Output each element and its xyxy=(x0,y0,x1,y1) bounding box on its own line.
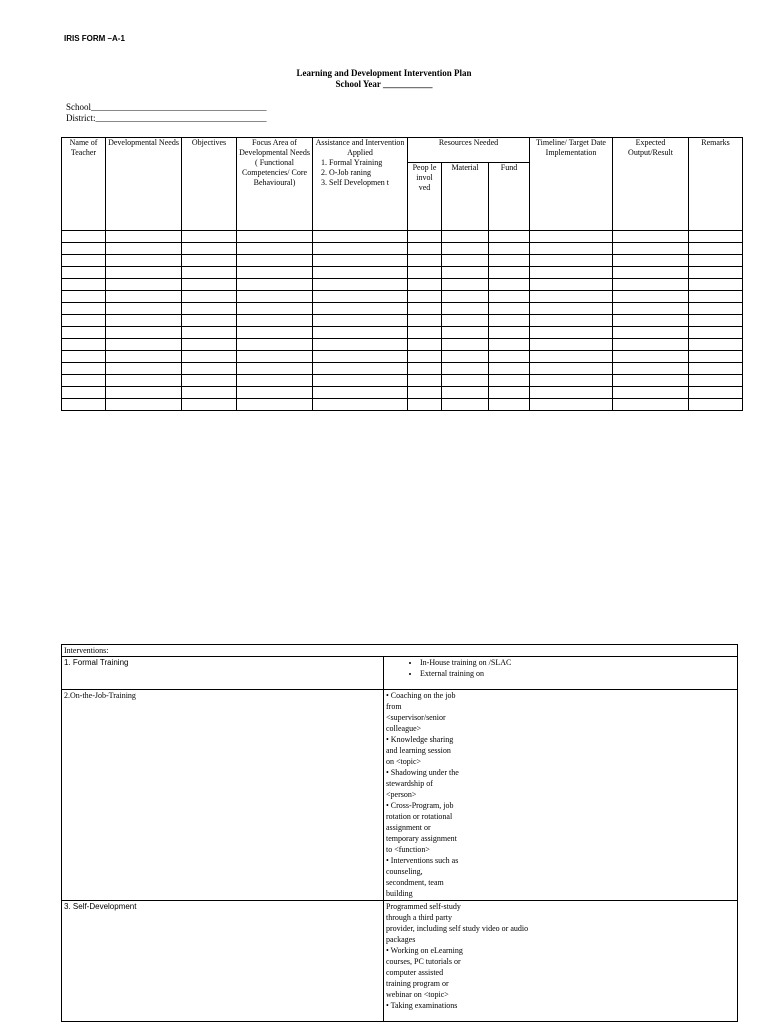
table-row xyxy=(62,363,743,375)
table-cell[interactable] xyxy=(313,255,408,267)
formal-training-item: • External training on xyxy=(420,668,735,679)
formal-training-list xyxy=(386,657,735,679)
table-cell[interactable] xyxy=(689,387,743,399)
table-row xyxy=(62,351,743,363)
header-assistance xyxy=(313,138,408,231)
table-cell[interactable] xyxy=(106,303,182,315)
school-field[interactable]: School_______________________________________ xyxy=(66,102,267,112)
table-cell[interactable] xyxy=(237,279,313,291)
table-cell[interactable] xyxy=(182,351,237,363)
table-cell[interactable] xyxy=(530,231,613,243)
table-cell[interactable] xyxy=(106,387,182,399)
table-cell[interactable] xyxy=(613,399,689,411)
table-cell[interactable] xyxy=(106,291,182,303)
table-cell[interactable] xyxy=(489,231,530,243)
table-cell[interactable] xyxy=(62,387,106,399)
table-cell[interactable] xyxy=(489,279,530,291)
assistance-item: 2. O-Job raning xyxy=(329,168,405,178)
table-row xyxy=(62,255,743,267)
table-cell[interactable] xyxy=(62,279,106,291)
table-cell[interactable] xyxy=(489,255,530,267)
table-cell[interactable] xyxy=(530,315,613,327)
table-cell[interactable] xyxy=(237,339,313,351)
header-remarks: Remarks xyxy=(689,138,743,231)
table-cell[interactable] xyxy=(442,375,489,387)
header-material: Material xyxy=(442,163,489,231)
table-cell[interactable] xyxy=(689,291,743,303)
table-cell[interactable] xyxy=(237,327,313,339)
table-cell[interactable] xyxy=(106,243,182,255)
ojt-details: • Coaching on the job from <supervisor/senior colleague> • Knowledge sharing and learning session on <topic> • Shadowing under the stewardship of <person> • Cross-Program, job rotation or rotational assignment or temporary assignment to <function> • Interventions such as counseling, secondment, team building xyxy=(384,690,738,901)
table-cell[interactable] xyxy=(408,291,442,303)
table-cell[interactable] xyxy=(182,375,237,387)
table-cell[interactable] xyxy=(313,279,408,291)
table-cell[interactable] xyxy=(237,243,313,255)
table-cell[interactable] xyxy=(530,375,613,387)
table-cell[interactable] xyxy=(237,315,313,327)
table-cell[interactable] xyxy=(489,339,530,351)
table-cell[interactable] xyxy=(408,327,442,339)
table-cell[interactable] xyxy=(408,363,442,375)
header-objectives: Objectives xyxy=(182,138,237,231)
table-cell[interactable] xyxy=(530,387,613,399)
header-focus-area xyxy=(237,138,313,231)
table-cell[interactable] xyxy=(442,363,489,375)
table-cell[interactable] xyxy=(237,375,313,387)
table-cell[interactable] xyxy=(613,231,689,243)
table-cell[interactable] xyxy=(182,255,237,267)
table-cell[interactable] xyxy=(182,315,237,327)
table-cell[interactable] xyxy=(689,375,743,387)
table-cell[interactable] xyxy=(408,387,442,399)
table-cell[interactable] xyxy=(489,243,530,255)
table-cell[interactable] xyxy=(182,363,237,375)
table-cell[interactable] xyxy=(530,303,613,315)
table-cell[interactable] xyxy=(689,351,743,363)
table-cell[interactable] xyxy=(530,399,613,411)
table-cell[interactable] xyxy=(106,231,182,243)
table-cell[interactable] xyxy=(237,351,313,363)
table-cell[interactable] xyxy=(613,279,689,291)
formal-training-cell xyxy=(384,657,738,690)
table-cell[interactable] xyxy=(489,399,530,411)
table-cell[interactable] xyxy=(442,315,489,327)
table-cell[interactable] xyxy=(106,279,182,291)
table-cell[interactable] xyxy=(408,315,442,327)
table-cell[interactable] xyxy=(237,255,313,267)
header-expected-output: Expected Output/Result xyxy=(613,138,689,231)
table-cell[interactable] xyxy=(689,279,743,291)
table-cell[interactable] xyxy=(408,267,442,279)
table-cell[interactable] xyxy=(530,363,613,375)
table-cell[interactable] xyxy=(530,267,613,279)
assistance-item: 1. Formal Yraining xyxy=(329,158,405,168)
table-cell[interactable] xyxy=(530,327,613,339)
table-cell[interactable] xyxy=(237,387,313,399)
table-cell[interactable] xyxy=(613,339,689,351)
table-cell[interactable] xyxy=(530,339,613,351)
table-cell[interactable] xyxy=(313,315,408,327)
table-cell[interactable] xyxy=(62,363,106,375)
table-row xyxy=(62,327,743,339)
table-cell[interactable] xyxy=(313,363,408,375)
table-cell[interactable] xyxy=(442,327,489,339)
table-cell[interactable] xyxy=(313,291,408,303)
table-cell[interactable] xyxy=(62,255,106,267)
table-cell[interactable] xyxy=(613,291,689,303)
table-row xyxy=(62,291,743,303)
table-cell[interactable] xyxy=(106,375,182,387)
interventions-table xyxy=(61,644,738,1022)
table-cell[interactable] xyxy=(530,243,613,255)
table-cell[interactable] xyxy=(613,267,689,279)
table-cell[interactable] xyxy=(182,279,237,291)
table-row xyxy=(62,243,743,255)
table-row xyxy=(62,399,743,411)
table-cell[interactable] xyxy=(408,243,442,255)
table-cell[interactable] xyxy=(613,351,689,363)
table-cell[interactable] xyxy=(62,351,106,363)
table-cell[interactable] xyxy=(237,399,313,411)
plan-table-body xyxy=(62,231,743,411)
table-cell[interactable] xyxy=(530,279,613,291)
table-cell[interactable] xyxy=(237,231,313,243)
table-cell[interactable] xyxy=(489,387,530,399)
table-cell[interactable] xyxy=(530,291,613,303)
table-cell[interactable] xyxy=(489,351,530,363)
table-cell[interactable] xyxy=(106,327,182,339)
table-cell[interactable] xyxy=(442,291,489,303)
table-row xyxy=(62,231,743,243)
header-resources-needed: Resources Needed xyxy=(408,138,530,163)
table-cell[interactable] xyxy=(62,267,106,279)
table-cell[interactable] xyxy=(62,327,106,339)
table-cell[interactable] xyxy=(313,327,408,339)
table-cell[interactable] xyxy=(613,363,689,375)
table-cell[interactable] xyxy=(689,303,743,315)
table-cell[interactable] xyxy=(182,303,237,315)
table-cell[interactable] xyxy=(182,399,237,411)
table-cell[interactable] xyxy=(442,267,489,279)
table-cell[interactable] xyxy=(313,387,408,399)
table-cell[interactable] xyxy=(408,399,442,411)
table-cell[interactable] xyxy=(613,387,689,399)
table-cell[interactable] xyxy=(613,327,689,339)
self-development-label: 3. Self-Development xyxy=(62,901,384,1022)
table-cell[interactable] xyxy=(313,375,408,387)
table-cell[interactable] xyxy=(313,231,408,243)
table-cell[interactable] xyxy=(442,399,489,411)
assistance-title: Assistance and Intervention Applied xyxy=(315,138,405,157)
assistance-item: 3. Self Developmen t xyxy=(329,178,405,188)
interventions-header: Interventions: xyxy=(62,645,738,657)
document-title xyxy=(0,68,768,90)
table-cell[interactable] xyxy=(313,339,408,351)
table-cell[interactable] xyxy=(442,279,489,291)
table-cell[interactable] xyxy=(689,315,743,327)
table-cell[interactable] xyxy=(408,303,442,315)
formal-training-label: 1. Formal Training xyxy=(62,657,384,690)
form-code: IRIS FORM –A-1 xyxy=(64,34,125,43)
formal-training-item: • In-House training on /SLAC xyxy=(420,657,735,668)
table-cell[interactable] xyxy=(237,267,313,279)
table-cell[interactable] xyxy=(442,387,489,399)
table-cell[interactable] xyxy=(613,375,689,387)
table-cell[interactable] xyxy=(689,327,743,339)
header-people-involved: Peop le invol ved xyxy=(408,163,442,231)
table-cell[interactable] xyxy=(408,231,442,243)
intervention-plan-table xyxy=(61,137,743,411)
district-field[interactable]: District:______________________________________ xyxy=(66,113,267,123)
table-cell[interactable] xyxy=(613,255,689,267)
header-developmental-needs: Developmental Needs xyxy=(106,138,182,231)
table-cell[interactable] xyxy=(182,339,237,351)
table-cell[interactable] xyxy=(408,279,442,291)
table-cell[interactable] xyxy=(530,351,613,363)
table-cell[interactable] xyxy=(408,375,442,387)
table-row xyxy=(62,303,743,315)
table-cell[interactable] xyxy=(408,351,442,363)
table-cell[interactable] xyxy=(489,315,530,327)
table-cell[interactable] xyxy=(313,243,408,255)
table-cell[interactable] xyxy=(106,255,182,267)
title-line-1: Learning and Development Intervention Plan xyxy=(296,68,472,78)
table-cell[interactable] xyxy=(689,399,743,411)
table-row xyxy=(62,375,743,387)
focus-area-title: Focus Area of Developmental Needs xyxy=(239,138,310,157)
self-development-details: Programmed self-study through a third party provider, including self study video or audio packages • Working on eLearning courses, PC tutorials or computer assisted training program or webinar on <topic> • Taking examinations xyxy=(384,901,738,1022)
table-row xyxy=(62,279,743,291)
table-cell[interactable] xyxy=(62,399,106,411)
table-cell[interactable] xyxy=(106,267,182,279)
table-cell[interactable] xyxy=(182,267,237,279)
table-cell[interactable] xyxy=(237,291,313,303)
table-cell[interactable] xyxy=(408,339,442,351)
table-cell[interactable] xyxy=(62,339,106,351)
table-cell[interactable] xyxy=(613,303,689,315)
table-cell[interactable] xyxy=(613,315,689,327)
table-cell[interactable] xyxy=(489,375,530,387)
table-cell[interactable] xyxy=(442,303,489,315)
table-cell[interactable] xyxy=(530,255,613,267)
table-cell[interactable] xyxy=(313,399,408,411)
focus-area-subtitle: ( Functional Competencies/ Core Behavioural) xyxy=(241,158,308,187)
assistance-list xyxy=(315,158,405,188)
table-cell[interactable] xyxy=(313,267,408,279)
table-cell[interactable] xyxy=(182,291,237,303)
table-cell[interactable] xyxy=(182,327,237,339)
table-row xyxy=(62,339,743,351)
table-row xyxy=(62,387,743,399)
header-fund: Fund xyxy=(489,163,530,231)
table-cell[interactable] xyxy=(62,231,106,243)
table-cell[interactable] xyxy=(489,327,530,339)
table-cell[interactable] xyxy=(182,387,237,399)
table-cell[interactable] xyxy=(613,243,689,255)
table-cell[interactable] xyxy=(442,231,489,243)
table-cell[interactable] xyxy=(106,399,182,411)
table-cell[interactable] xyxy=(62,315,106,327)
table-cell[interactable] xyxy=(182,231,237,243)
table-cell[interactable] xyxy=(489,291,530,303)
table-cell[interactable] xyxy=(62,375,106,387)
table-cell[interactable] xyxy=(442,339,489,351)
table-cell[interactable] xyxy=(689,363,743,375)
header-name-of-teacher: Name of Teacher xyxy=(62,138,106,231)
table-cell[interactable] xyxy=(313,351,408,363)
title-line-2: School Year ___________ xyxy=(335,79,433,89)
table-row xyxy=(62,315,743,327)
table-cell[interactable] xyxy=(489,267,530,279)
table-cell[interactable] xyxy=(489,363,530,375)
ojt-label: 2.On-the-Job-Training xyxy=(62,690,384,901)
table-cell[interactable] xyxy=(237,303,313,315)
table-cell[interactable] xyxy=(689,267,743,279)
table-cell[interactable] xyxy=(106,363,182,375)
table-cell[interactable] xyxy=(689,243,743,255)
header-timeline: Timeline/ Target Date Implementation xyxy=(530,138,613,231)
table-cell[interactable] xyxy=(689,339,743,351)
table-cell[interactable] xyxy=(442,243,489,255)
table-cell[interactable] xyxy=(489,303,530,315)
table-cell[interactable] xyxy=(62,291,106,303)
table-cell[interactable] xyxy=(237,363,313,375)
table-cell[interactable] xyxy=(689,255,743,267)
table-cell[interactable] xyxy=(313,303,408,315)
table-cell[interactable] xyxy=(106,315,182,327)
table-cell[interactable] xyxy=(106,351,182,363)
table-cell[interactable] xyxy=(408,255,442,267)
table-cell[interactable] xyxy=(182,243,237,255)
table-cell[interactable] xyxy=(62,243,106,255)
table-row xyxy=(62,267,743,279)
table-cell[interactable] xyxy=(106,339,182,351)
table-cell[interactable] xyxy=(442,351,489,363)
table-cell[interactable] xyxy=(689,231,743,243)
table-cell[interactable] xyxy=(442,255,489,267)
table-cell[interactable] xyxy=(62,303,106,315)
